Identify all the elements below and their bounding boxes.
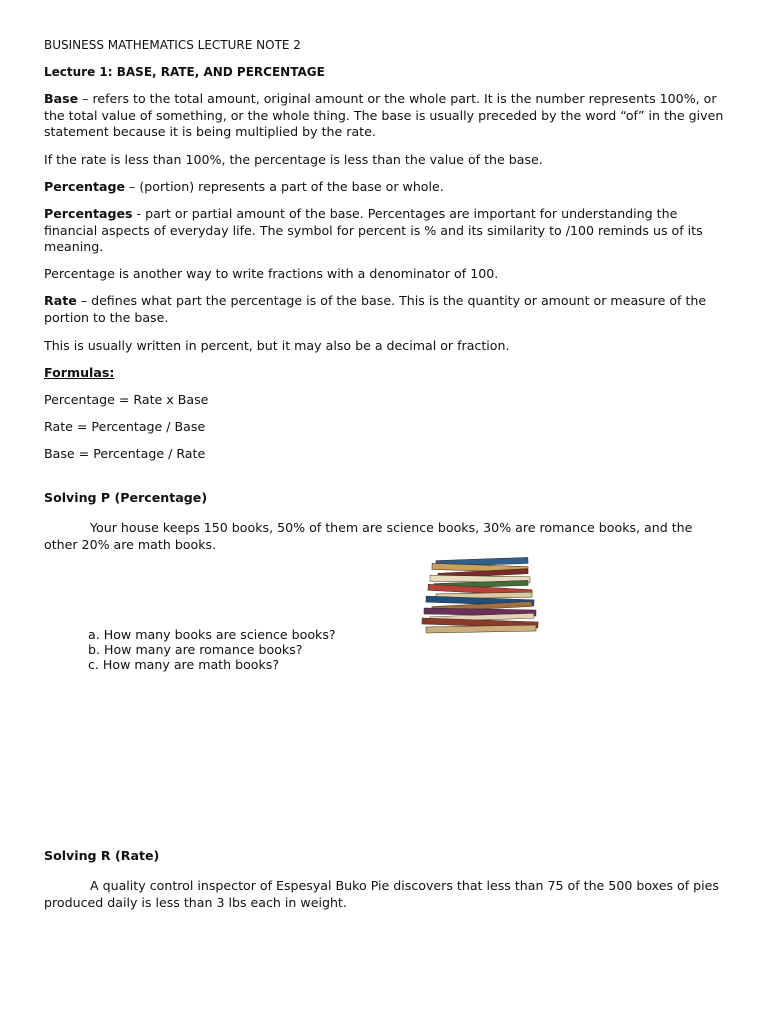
solving-r-heading: Solving R (Rate) [44,848,160,863]
percentage-term: Percentage [44,179,126,194]
rate-written-note: This is usually written in percent, but it may also be a decimal or fraction. [44,338,510,353]
list-item: c. How many are math books? [88,657,280,672]
formulas-heading: Formulas: [44,365,115,380]
solving-p-heading: Solving P (Percentage) [44,490,208,505]
rate-term: Rate [44,293,77,308]
base-definition [44,91,726,141]
rate-note: If the rate is less than 100%, the percentage is less than the value of the base. [44,152,543,167]
percentage-text: – (portion) represents a part of the base or whole. [125,179,444,194]
document-page [44,0,726,1024]
solving-p-problem: Your house keeps 150 books, 50% of them are science books, 30% are romance books, and the other 20% are math books. [44,520,693,552]
rate-text: – defines what part the percentage is of the base. This is the quantity or amount or measure of the portion to the base. [44,293,707,325]
formula-percentage: Percentage = Rate x Base [44,392,209,407]
formula-rate: Rate = Percentage / Base [44,419,206,434]
base-term: Base [44,91,79,106]
list-item: a. How many books are science books? [88,627,336,642]
percentages-term: Percentages [44,206,133,221]
books-icon [414,553,562,640]
rate-definition [44,293,726,326]
list-item: b. How many are romance books? [88,642,303,657]
lecture-title: Lecture 1: BASE, RATE, AND PERCENTAGE [44,65,325,79]
percentages-text: - part or partial amount of the base. Percentages are important for understanding the financial aspects of everyday life. The symbol for percent is % and its similarity to /100 reminds us of its meaning. [44,206,703,254]
percentages-definition [44,206,726,256]
solving-p-questions [88,627,336,672]
fraction-note: Percentage is another way to write fractions with a denominator of 100. [44,266,499,281]
document-title: BUSINESS MATHEMATICS LECTURE NOTE 2 [44,38,301,52]
base-text: – refers to the total amount, original amount or the whole part. It is the number represents 100%, or the total value of something, or the whole thing. The base is usually preceded by the word “of” in the given statement because it is being multiplied by the rate. [44,91,724,139]
stack-of-books-image [414,553,562,640]
formula-base: Base = Percentage / Rate [44,446,206,461]
solving-r-problem: A quality control inspector of Espesyal Buko Pie discovers that less than 75 of the 500 boxes of pies produced daily is less than 3 lbs each in weight. [44,878,719,910]
percentage-definition [44,179,726,196]
